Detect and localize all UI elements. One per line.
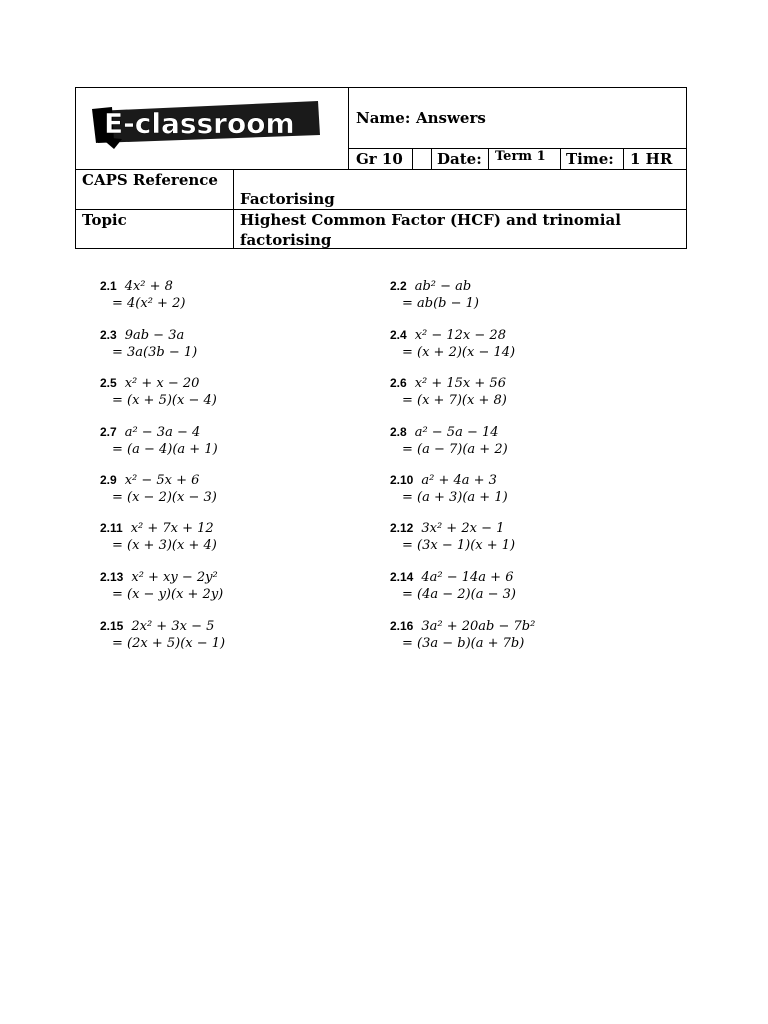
problem-item	[390, 327, 515, 361]
name-label: Name:	[356, 109, 411, 127]
grade-value: Gr 10	[356, 150, 403, 168]
problem-answer: = (a − 4)(a + 1)	[112, 442, 218, 457]
problem-number: 2.15	[100, 619, 124, 633]
problem-question: x² + 15x + 56	[414, 376, 506, 391]
time-label: Time:	[566, 150, 614, 168]
topic-value-cont: factorising	[240, 231, 332, 249]
logo-text: E-classroom	[104, 107, 295, 140]
problem-answer: = ab(b − 1)	[402, 296, 479, 311]
problem-number: 2.1	[100, 279, 117, 293]
problem-number: 2.12	[390, 521, 414, 535]
problem-question: ab² − ab	[414, 279, 472, 294]
problem-item	[390, 520, 515, 554]
problem-number: 2.7	[100, 425, 117, 439]
problem-answer: = (x + 3)(x + 4)	[112, 538, 217, 553]
problem-item	[100, 375, 217, 409]
caps-label: CAPS Reference	[82, 171, 218, 189]
problem-item	[100, 327, 197, 361]
problem-item	[100, 569, 223, 603]
problem-question: a² + 4a + 3	[421, 473, 497, 488]
problem-number: 2.4	[390, 328, 407, 342]
problem-question: x² − 5x + 6	[124, 473, 200, 488]
problem-item	[100, 278, 185, 312]
problem-question: 3a² + 20ab − 7b²	[421, 619, 536, 634]
problem-item	[100, 424, 218, 458]
topic-value: Highest Common Factor (HCF) and trinomial	[240, 211, 621, 229]
date-label: Date:	[437, 150, 482, 168]
problem-answer: = (3x − 1)(x + 1)	[402, 538, 516, 553]
problem-item	[390, 424, 508, 458]
problem-number: 2.3	[100, 328, 117, 342]
problem-item	[390, 472, 508, 506]
divider	[233, 169, 234, 249]
divider	[412, 148, 413, 169]
name-value: Answers	[416, 109, 486, 127]
problem-answer: = (x − y)(x + 2y)	[112, 587, 224, 602]
problem-item	[390, 375, 507, 409]
problem-question: 9ab − 3a	[124, 328, 185, 343]
problem-question: x² − 12x − 28	[414, 328, 506, 343]
problem-number: 2.2	[390, 279, 407, 293]
divider	[75, 169, 687, 170]
divider	[348, 87, 349, 169]
problem-number: 2.13	[100, 570, 124, 584]
problem-answer: = (4a − 2)(a − 3)	[402, 587, 516, 602]
divider	[75, 209, 687, 210]
problem-question: 4a² − 14a + 6	[421, 570, 514, 585]
problem-number: 2.8	[390, 425, 407, 439]
eclassroom-logo	[90, 97, 322, 151]
problem-answer: = (x + 5)(x − 4)	[112, 393, 217, 408]
topic-label: Topic	[82, 211, 127, 229]
problem-answer: = (x − 2)(x − 3)	[112, 490, 217, 505]
problem-question: 3x² + 2x − 1	[421, 521, 505, 536]
problem-answer: = 4(x² + 2)	[112, 296, 186, 311]
problem-answer: = (a − 7)(a + 2)	[402, 442, 508, 457]
problem-number: 2.16	[390, 619, 414, 633]
problem-question: x² + x − 20	[124, 376, 200, 391]
problem-item	[390, 278, 479, 312]
problem-item	[390, 618, 535, 652]
divider	[431, 148, 432, 169]
problem-answer: = (x + 7)(x + 8)	[402, 393, 507, 408]
time-value: 1 HR	[630, 150, 673, 168]
problem-question: x² + xy − 2y²	[131, 570, 218, 585]
divider	[560, 148, 561, 169]
problem-item	[100, 520, 217, 554]
problem-number: 2.9	[100, 473, 117, 487]
problem-question: 4x² + 8	[124, 279, 173, 294]
problem-question: a² − 5a − 14	[414, 425, 499, 440]
problem-number: 2.5	[100, 376, 117, 390]
problem-item	[390, 569, 516, 603]
problem-answer: = (a + 3)(a + 1)	[402, 490, 508, 505]
problem-number: 2.6	[390, 376, 407, 390]
divider	[488, 148, 489, 169]
term-value: Term 1	[495, 149, 546, 164]
problem-item	[100, 618, 225, 652]
divider	[623, 148, 624, 169]
problem-question: a² − 3a − 4	[124, 425, 201, 440]
problem-answer: = 3a(3b − 1)	[112, 345, 198, 360]
problem-number: 2.14	[390, 570, 414, 584]
problem-question: 2x² + 3x − 5	[131, 619, 215, 634]
problem-answer: = (x + 2)(x − 14)	[402, 345, 516, 360]
problem-item	[100, 472, 217, 506]
problem-number: 2.10	[390, 473, 414, 487]
problem-answer: = (3a − b)(a + 7b)	[402, 636, 525, 651]
problem-question: x² + 7x + 12	[130, 521, 214, 536]
problem-answer: = (2x + 5)(x − 1)	[112, 636, 226, 651]
caps-value: Factorising	[240, 190, 335, 208]
problem-number: 2.11	[100, 521, 123, 535]
